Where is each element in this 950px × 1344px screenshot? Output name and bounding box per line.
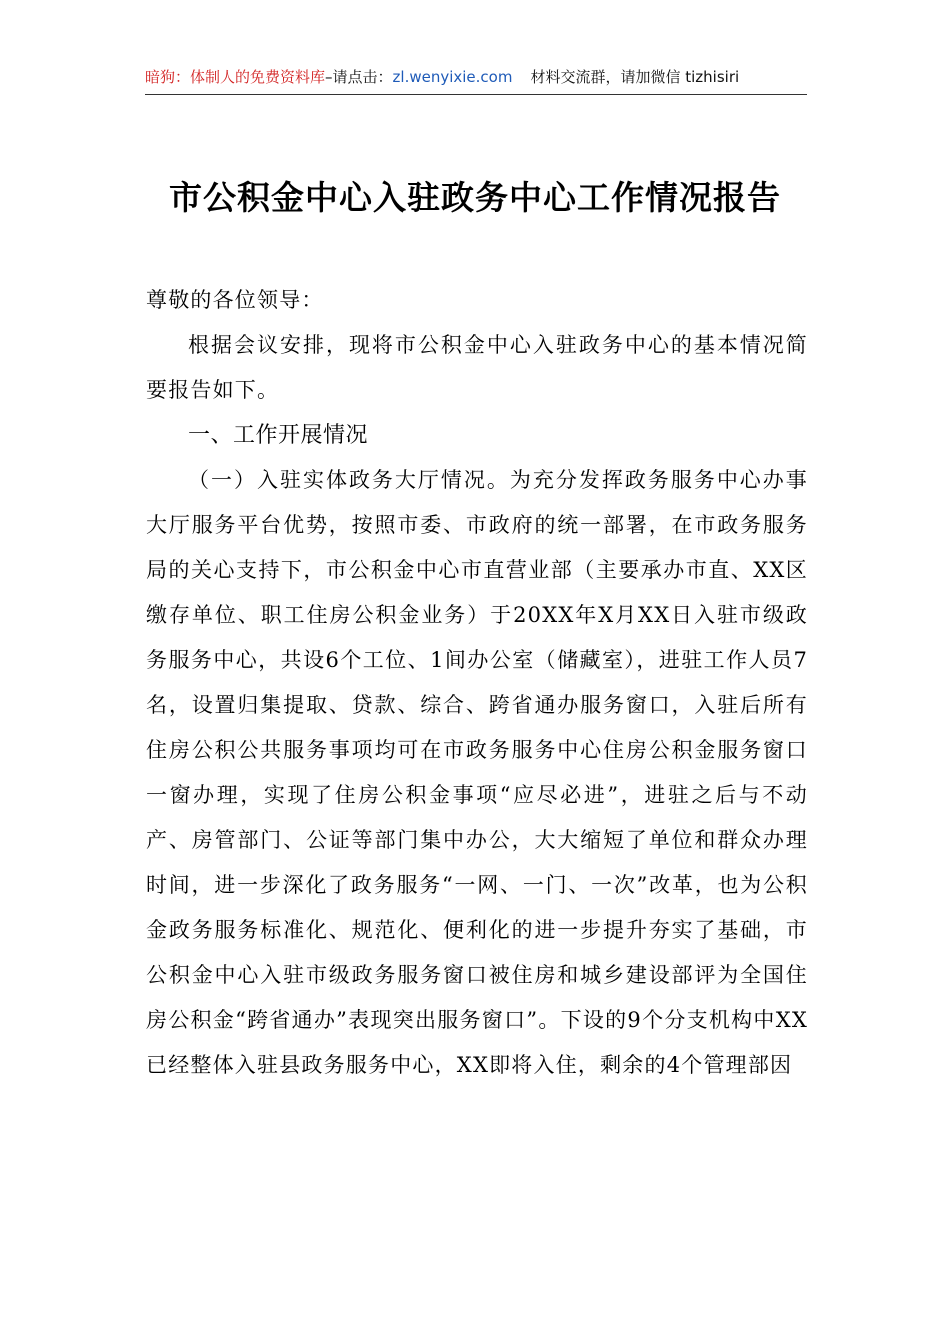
salutation: 尊敬的各位领导： [146,288,324,312]
document-title: 市公积金中心入驻政务中心工作情况报告 [169,178,781,217]
site-url-link[interactable]: zl.wenyixie.com [392,68,513,86]
header-divider [145,94,807,95]
site-name-text: 暗狗：体制人的免费资料库 [145,68,326,86]
document-body [146,278,808,1088]
intro-paragraph: 根据会议安排，现将市公积金中心入驻政务中心的基本情况简要报告如下。 [146,333,808,402]
click-prompt-text: –请点击： [325,68,393,86]
section-heading: 一、工作开展情况 [188,423,369,448]
body-paragraph: （一）入驻实体政务大厅情况。为充分发挥政务服务中心办事大厅服务平台优势，按照市委、市政府的统一部署，在市政务服务局的关心支持下，市公积金中心市直营业部（主要承办市直、XX区缴存单位、职工住房公积金业务）于20XX年X月XX日入驻市级政务服务中心，共设6个工位、1间办公室（储藏室），进驻工作人员7名，设置归集提取、贷款、综合、跨省通办服务窗口，入驻后所有住房公积公共服务事项均可在市政务服务中心住房公积金服务窗口一窗办理，实现了住房公积金事项“应尽必进”，进驻之后与不动产、房管部门、公证等部门集中办公，大大缩短了单位和群众办理时间，进一步深化了政务服务“一网、一门、一次”改革，也为公积金政务服务标准化、规范化、便利化的进一步提升夯实了基础，市公积金中心入驻市级政务服务窗口被住房和城乡建设部评为全国住房公积金“跨省通办”表现突出服务窗口”。下设的9个分支机构中XX已经整体入驻县政务服务中心，XX即将入住，剩余的4个管理部因 [146,468,808,1077]
group-contact-text: 材料交流群，请加微信 tizhisiri [530,68,740,86]
page-header [145,66,807,88]
